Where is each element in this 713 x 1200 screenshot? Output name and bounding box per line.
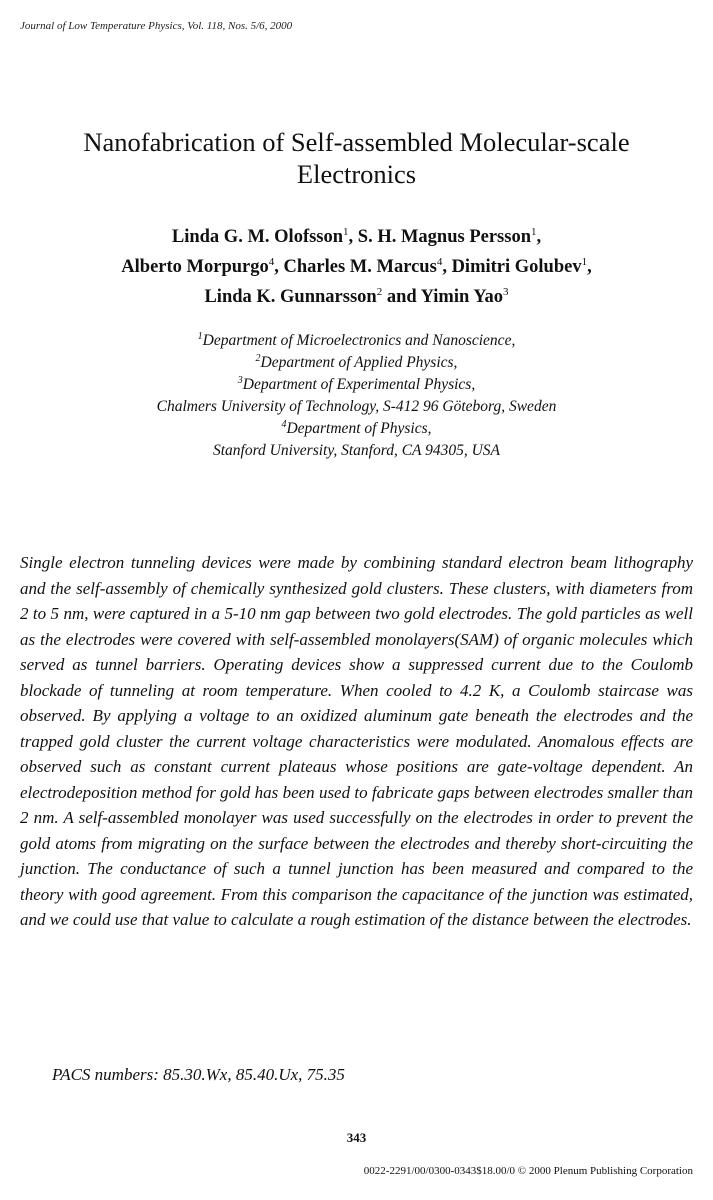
author-separator: , (587, 257, 592, 277)
author-name: Linda K. Gunnarsson (204, 287, 377, 307)
author-affiliation-mark: 1 (581, 255, 588, 268)
pacs-numbers: PACS numbers: 85.30.Wx, 85.40.Ux, 75.35 (52, 1065, 345, 1084)
copyright-notice: 0022-2291/00/0300-0343$18.00/0 © 2000 Plenum Publishing Corporation (363, 1165, 693, 1177)
affiliation-text: Department of Microelectronics and Nanoscience, (202, 332, 516, 349)
author-affiliation-mark: 4 (436, 255, 443, 268)
author-name: Yimin Yao (420, 287, 504, 307)
affiliation-text: Stanford University, Stanford, CA 94305, USA (212, 442, 501, 459)
journal-header: Journal of Low Temperature Physics, Vol. 118, Nos. 5/6, 2000 (20, 20, 293, 32)
paper-title (0, 126, 713, 190)
affiliation-mark: 3 (237, 374, 243, 386)
affiliation-text: Department of Physics, (286, 420, 432, 437)
author-affiliation-mark: 4 (268, 255, 275, 268)
title-line-1: Nanofabrication of Self-assembled Molecular-scale (83, 127, 630, 157)
author-separator: and (382, 287, 421, 307)
affiliation-line (0, 440, 713, 462)
author-name: Charles M. Marcus (283, 257, 437, 277)
affiliation-list (0, 330, 713, 462)
author-affiliation-mark: 2 (376, 285, 383, 298)
author-separator: , (442, 257, 452, 277)
author-line-2 (0, 252, 713, 282)
affiliation-line (0, 374, 713, 396)
author-name: Alberto Morpurgo (121, 257, 269, 277)
author-name: Dimitri Golubev (451, 257, 582, 277)
author-line-1 (0, 222, 713, 252)
affiliation-mark: 4 (281, 418, 287, 430)
author-separator: , (536, 227, 542, 247)
affiliation-mark: 2 (255, 352, 261, 364)
author-line-3 (0, 282, 713, 312)
author-separator: , (274, 257, 284, 277)
author-separator: , (348, 227, 358, 247)
affiliation-text: Chalmers University of Technology, S-412 96 Göteborg, Sweden (156, 398, 557, 415)
page-number: 343 (346, 1130, 367, 1145)
author-name: S. H. Magnus Persson (357, 227, 531, 247)
author-name: Linda G. M. Olofsson (171, 227, 344, 247)
affiliation-line (0, 418, 713, 440)
author-affiliation-mark: 1 (531, 225, 537, 238)
affiliation-text: Department of Experimental Physics, (242, 376, 476, 393)
abstract: Single electron tunneling devices were made by combining standard electron beam lithography and the self-assembly of chemically synthesized gold clusters. These clusters, with diameters from 2 to 5 nm, were captured in a 5-10 nm gap between two gold electrodes. The gold particles as well as the electrodes were covered with self-assembled monolayers(SAM) of organic molecules which served as tunnel barriers. Operating devices show a suppressed current due to the Coulomb blockade of tunneling at room temperature. When cooled to 4.2 K, a Coulomb staircase was observed. By applying a voltage to an oxidized aluminum gate beneath the electrodes and the trapped gold cluster the current voltage characteristics were modulated. Anomalous effects are observed such as constant current plateaus whose positions are gate-voltage dependent. An electrodeposition method for gold has been used to fabricate gaps between electrodes smaller than 2 nm. A self-assembled monolayer was used successfully on the electrodes in order to prevent the gold atoms from migrating on the surface between the electrodes and thereby short-circuiting the junction. The conductance of such a tunnel junction has been measured and compared to the theory with good agreement. From this comparison the capacitance of the junction was estimated, and we could use that value to calculate a rough estimation of the distance between the electrodes. (20, 553, 693, 929)
author-list (0, 222, 713, 312)
affiliation-line (0, 352, 713, 374)
author-affiliation-mark: 3 (503, 285, 509, 298)
title-line-2: Electronics (296, 159, 417, 189)
author-affiliation-mark: 1 (343, 225, 349, 238)
affiliation-text: Department of Applied Physics, (260, 354, 458, 371)
affiliation-mark: 1 (197, 330, 203, 342)
affiliation-line (0, 330, 713, 352)
affiliation-line (0, 396, 713, 418)
